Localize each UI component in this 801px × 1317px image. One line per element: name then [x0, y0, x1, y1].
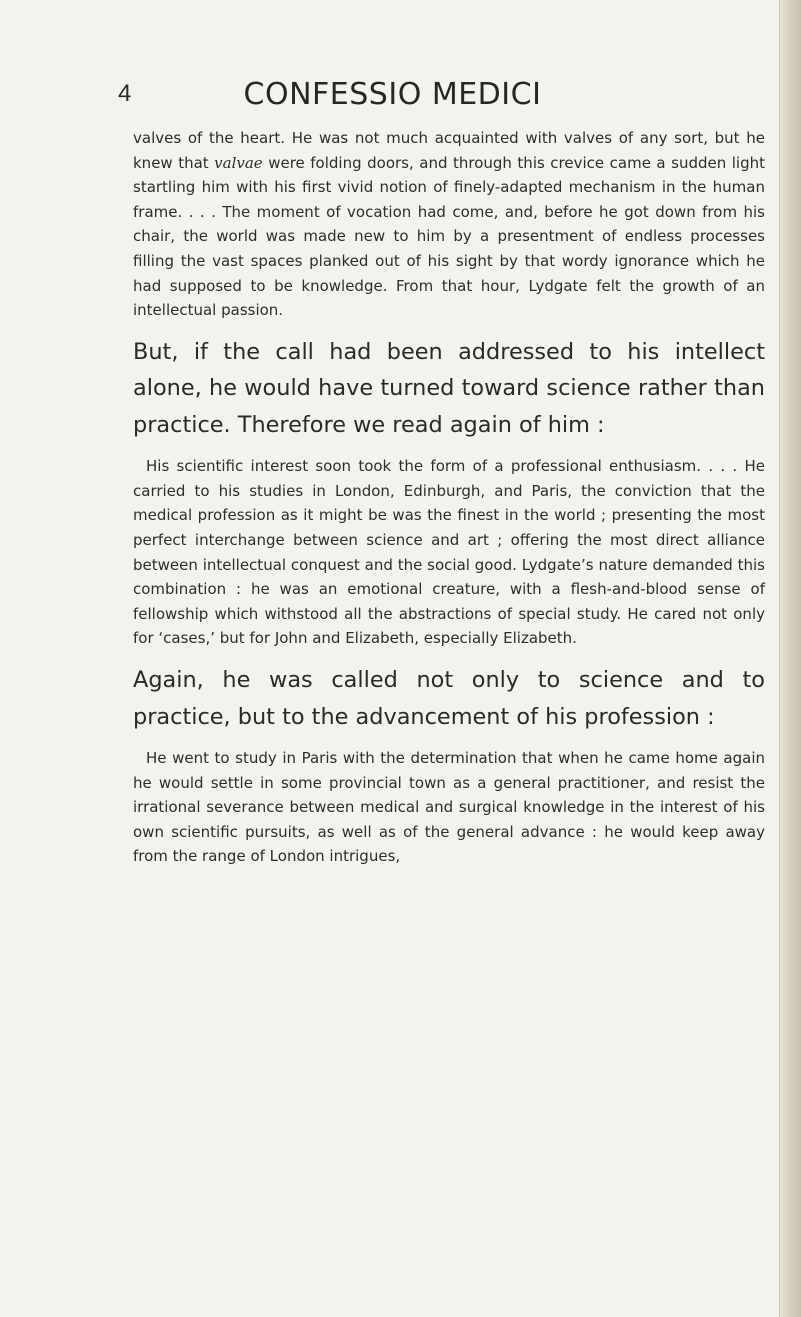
- page-number: 4: [118, 80, 132, 107]
- quote-paragraph-2: His scientific interest soon took the form of a professional enthusiasm. . . . He carried to his studies in London, Edinburgh, and Paris, the conviction that the medical profession as it might be was the finest in the world ; presenting the most perfect interchange between science and art ; offering the most direct alliance between intellectual conquest and the social good. Lydgate’s nature demanded this combination : he was an emotional creature, with a flesh-and-blood sense of fellowship which withstood all the abstractions of special study. He cared not only for ‘cases,’ but for John and Elizabeth, especially Elizabeth.: [133, 457, 765, 648]
- page-edge-shadow: [779, 0, 801, 1317]
- quote-paragraph-3: He went to study in Paris with the determination that when he came home again he would settle in some provincial town as a general practitioner, and resist the irrational severance between medical and surgical knowledge in the interest of his own scientific pursuits, as well as of the general advance : he would keep away from the range of London intrigues,: [133, 749, 765, 866]
- commentary-paragraph-2: Again, he was called not only to science and to practice, but to the advancement of his profession :: [133, 667, 765, 730]
- running-title: CONFESSIO MEDICI: [243, 77, 542, 112]
- quote-1-text-start: valves of the heart. He was not much acquainted with valves of any sort, but he knew that: [133, 129, 765, 172]
- text-column: [133, 126, 765, 869]
- quote-1-text-end: were folding doors, and through this crevice came a sudden light startling him with his first vivid notion of finely-adapted mechanism in the human frame. . . . The moment of vocation had come, and, before he got down from his chair, the world was made new to him by a presentment of endless processes filling the vast spaces planked out of his sight by that wordy ignorance which he had supposed to be knowledge. From that hour, Lydgate felt the growth of an intellectual passion.: [133, 153, 765, 320]
- commentary-paragraph-1: But, if the call had been addressed to his intellect alone, he would have turned toward science rather than practice. Therefore we read again of him :: [133, 338, 765, 438]
- quote-paragraph-1: [133, 126, 765, 323]
- quote-1-italic-word: valvae: [214, 153, 263, 172]
